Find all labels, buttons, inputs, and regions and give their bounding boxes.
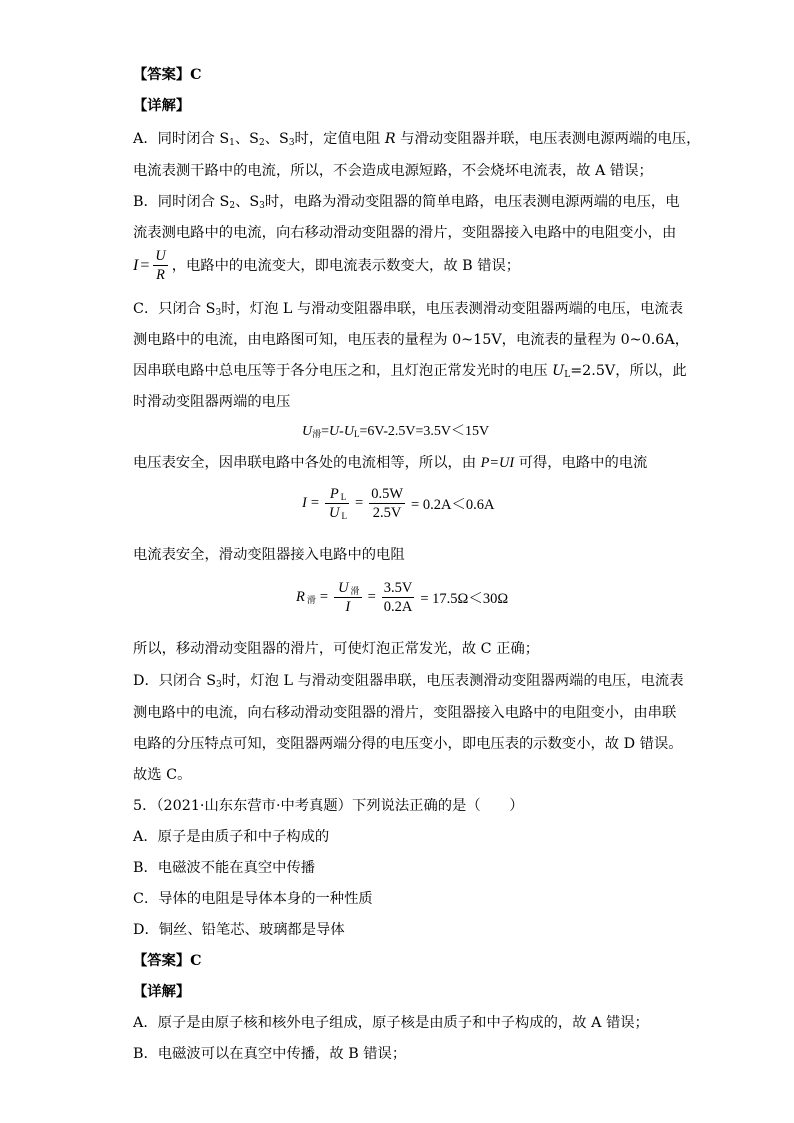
- option-a-line-2: 电流表测干路中的电流，所以，不会造成电源短路，不会烧坏电流表，故 A 错误；: [133, 163, 653, 179]
- option-c-line-5: 电压表安全，因串联电路中各处的电流相等，所以，由 P=UI 可得，电路中的电流: [133, 455, 648, 471]
- q5-detail-a: A．原子是由原子核和核外电子组成，原子核是由质子和中子构成的，故 A 错误；: [133, 1015, 649, 1031]
- option-d-line-2: 测电路中的电流，向右移动滑动变阻器的滑片，变阻器接入电路中的电阻变小，由串联: [133, 705, 677, 721]
- option-c-line-7: 所以，移动滑动变阻器的滑片，可使灯泡正常发光，故 C 正确；: [133, 641, 540, 657]
- equation-resistance: R $_滑$ = $\frac{U _滑}{I}$ = $\frac{3.5V}{0.2A}$ = 17.5Ω＜30Ω: [296, 580, 509, 615]
- q5-option-c: C．导体的电阻是导体本身的一种性质: [133, 891, 373, 907]
- q5-detail-b: B．电磁波可以在真空中传播，故 B 错误；: [133, 1046, 407, 1062]
- q5-answer-label: 【答案】C: [133, 953, 202, 969]
- option-c-line-2: 测电路中的电流，由电路图可知，电压表的量程为 0~15V，电流表的量程为 0~0.6A，: [133, 332, 690, 348]
- option-a-line-1: A．同时闭合 $S_1$、$S_2$、$S_3$时，定值电阻 R 与滑动变阻器并联，电压表测电源两端的电压，: [133, 131, 701, 148]
- equation-slider-voltage: $U_滑=U-U_L=6V-2.5V=3.5V<15V$: [302, 424, 490, 439]
- q5-option-a: A．原子是由质子和中子构成的: [133, 829, 330, 845]
- option-c-line-1: C．只闭合 $S_3$时，灯泡 L 与滑动变阻器串联，电压表测滑动变阻器两端的电压，电流表: [133, 301, 683, 318]
- answer-label: 【答案】C: [133, 67, 202, 83]
- question-5-stem: 5．（2021·山东东营市·中考真题）下列说法正确的是（ ）: [133, 798, 524, 814]
- detail-label: 【详解】: [133, 98, 191, 114]
- option-c-line-4: 时滑动变阻器两端的电压: [133, 394, 291, 410]
- option-c-line-6: 电流表安全，滑动变阻器接入电路中的电阻: [133, 547, 405, 563]
- q5-option-b: B．电磁波不能在真空中传播: [133, 860, 316, 876]
- option-b-line-2: 流表测电路中的电流，向右移动滑动变阻器的滑片，变阻器接入电路中的电阻变小，由: [133, 225, 677, 241]
- option-b-line-1: B．同时闭合 $S_2$、$S_3$时，电路为滑动变阻器的简单电路，电压表测电源两端的电压，电: [133, 194, 680, 211]
- option-b-line-3: I = $\frac{U}{R}$ ，电路中的电流变大，即电流表示数变大，故 B 错误；: [133, 248, 521, 283]
- q5-option-d: D．铜丝、铅笔芯、玻璃都是导体: [133, 922, 345, 938]
- choose-line: 故选 C。: [133, 767, 192, 783]
- option-d-line-3: 电路的分压特点可知，变阻器两端分得的电压变小，即电压表的示数变小，故 D 错误。: [133, 736, 683, 752]
- option-c-line-3: 因串联电路中总电压等于各分电压之和，且灯泡正常发光时的电压 $U_L=2.5V$，所以，此: [133, 363, 687, 380]
- ohm-law-fraction: $\frac{U}{R}$: [155, 248, 166, 283]
- option-d-line-1: D．只闭合 $S_3$时，灯泡 L 与滑动变阻器串联，电压表测滑动变阻器两端的电压，电流表: [133, 673, 684, 690]
- q5-detail-label: 【详解】: [133, 984, 191, 1000]
- equation-current: I = $\frac{P _L}{U _L}$ = $\frac{0.5W}{2.5V}$ = 0.2A＜0.6A: [302, 486, 495, 521]
